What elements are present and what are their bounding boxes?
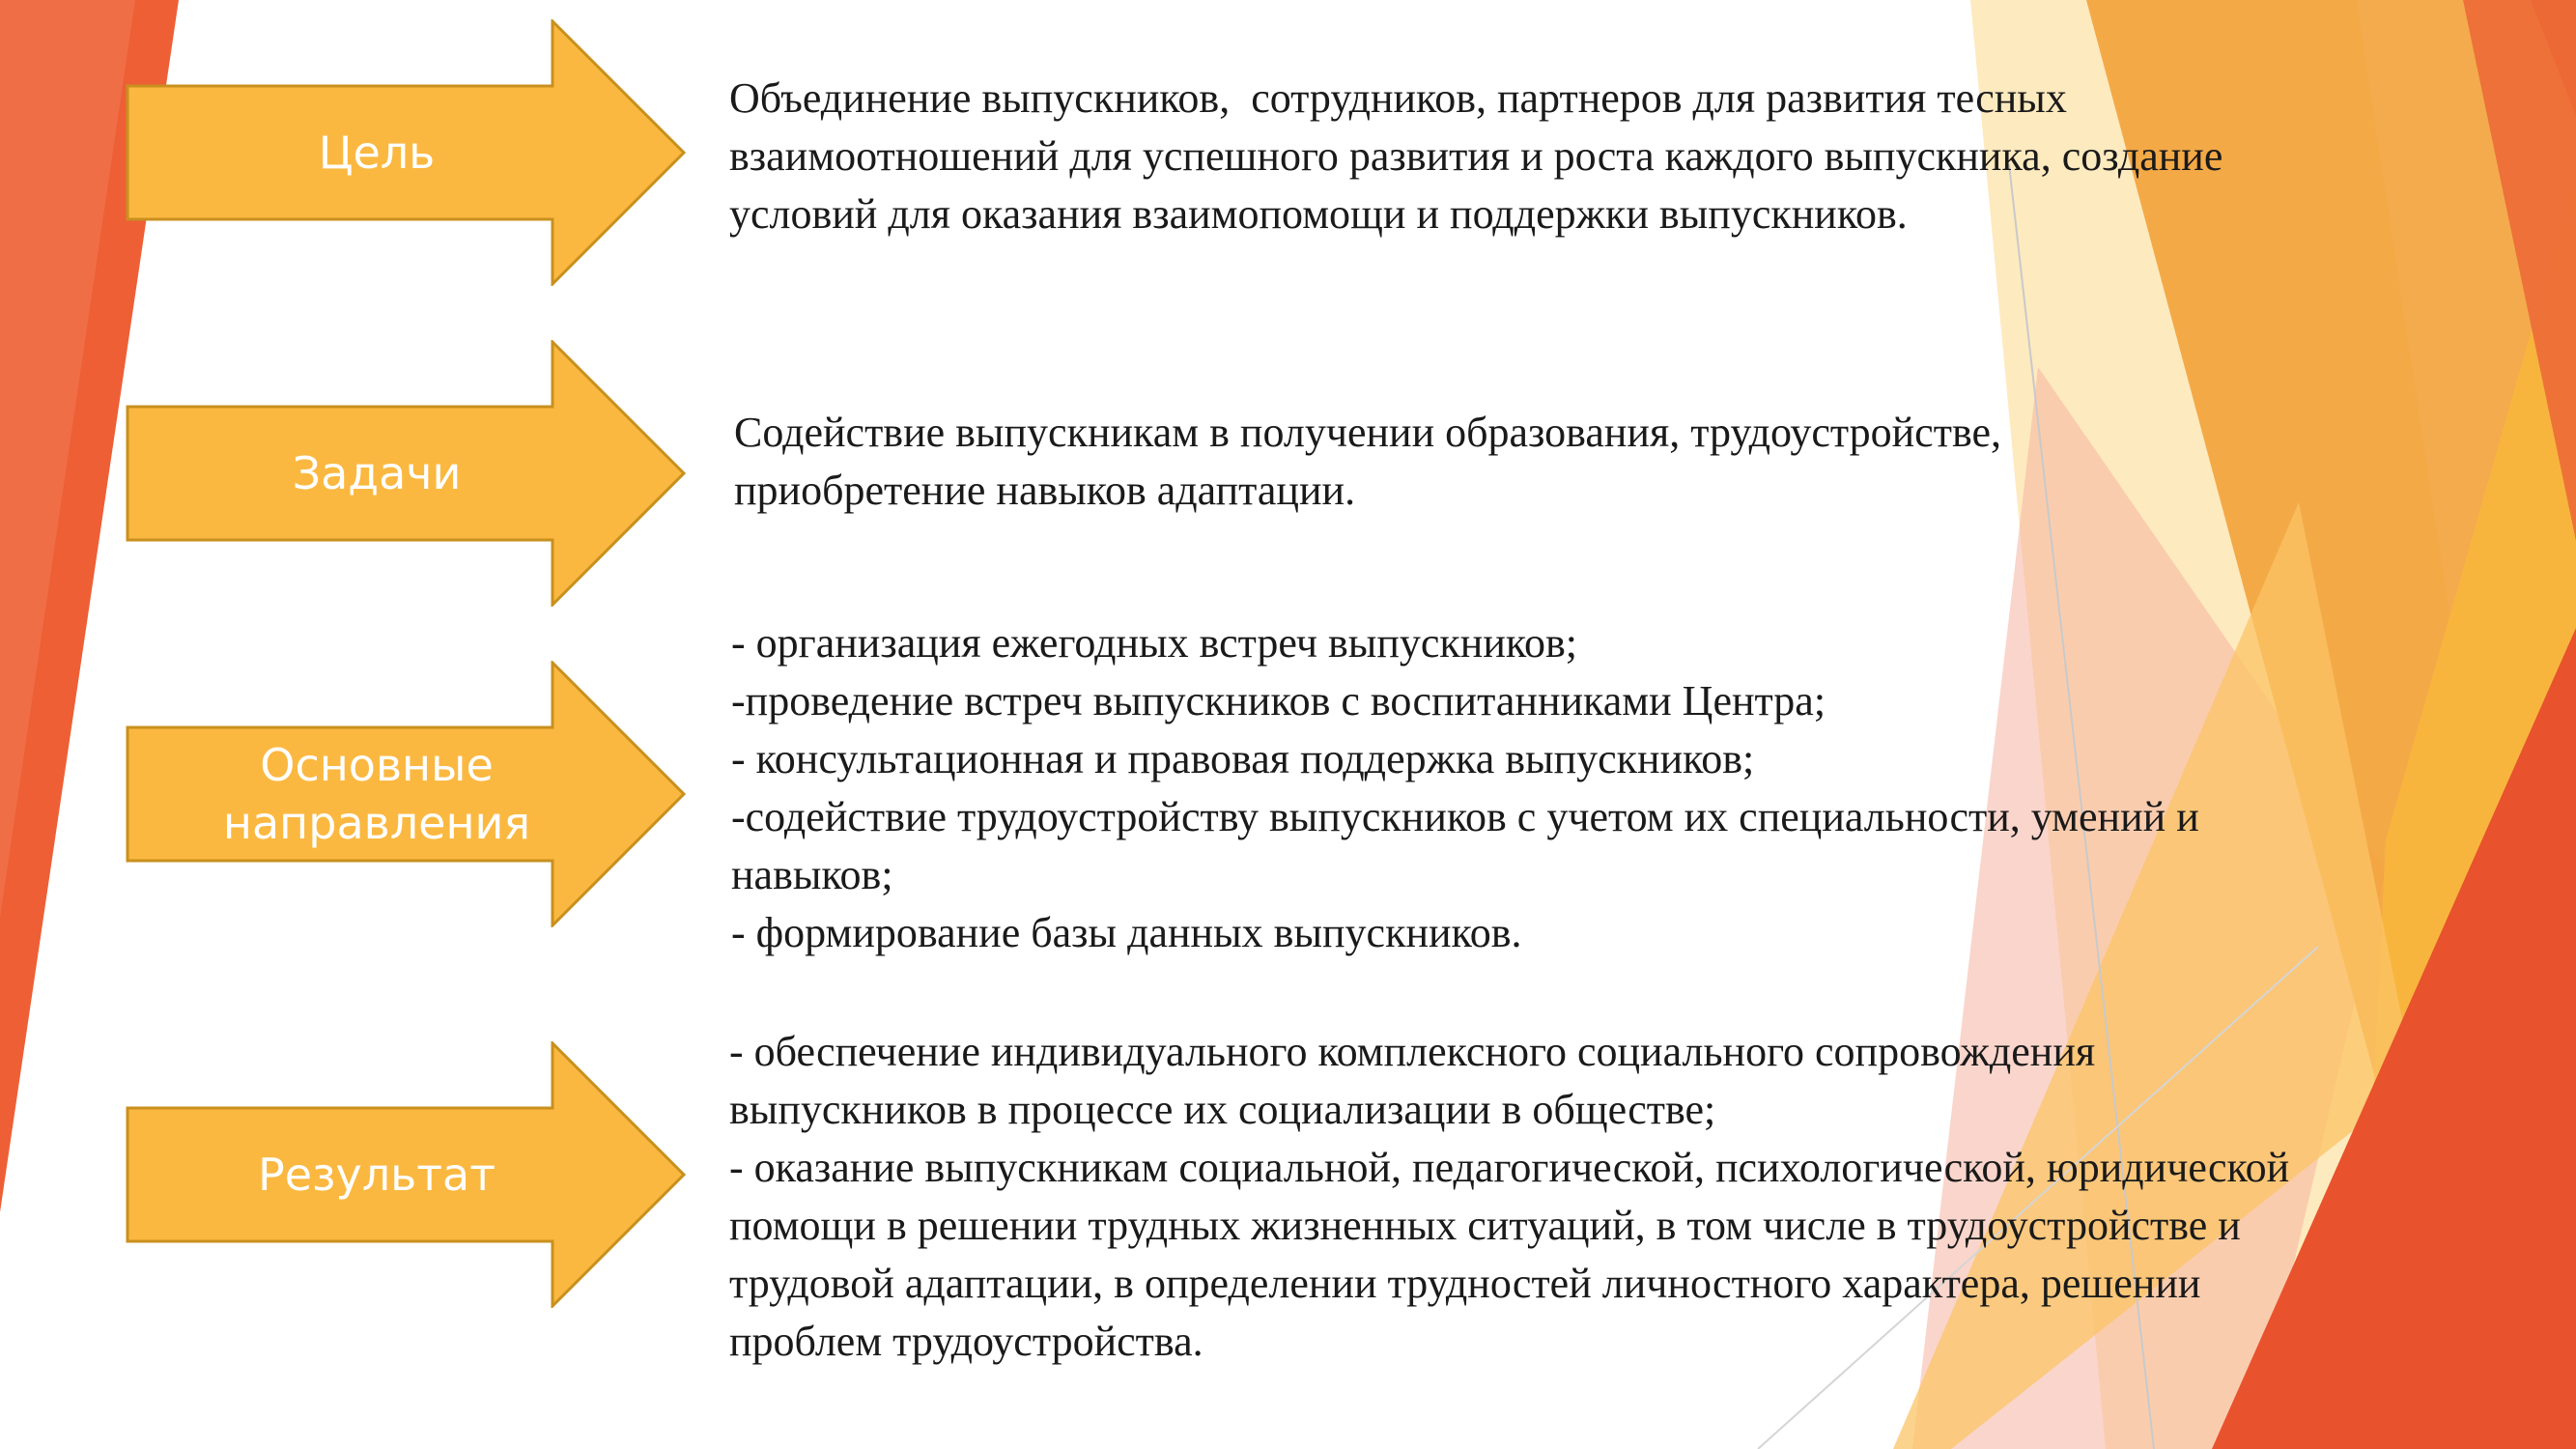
text-line: - обеспечение индивидуального комплексного социального сопровождения [729,1028,2096,1075]
text-line: приобретение навыков адаптации. [734,467,1356,514]
text-line: трудовой адаптации, в определении трудностей личностного характера, решении [729,1260,2201,1307]
arrow-label: Цель [318,127,436,179]
text-line: Содействие выпускникам в получении образования, трудоустройстве, [734,409,2001,456]
arrow-label: Результат [257,1149,495,1201]
text-line: - организация ежегодных встреч выпускников; [731,619,1578,667]
result-text [729,1023,2526,1371]
text-line: -содействие трудоустройству выпускников с учетом их специальности, умений и [731,793,2199,840]
text-line: -проведение встреч выпускников с воспитанниками Центра; [731,677,1826,724]
text-line: выпускников в процессе их социализации в обществе; [729,1086,1716,1133]
directions-text [731,614,2528,962]
text-line: проблем трудоустройства. [729,1318,1203,1365]
text-line: навыков; [731,851,893,898]
arrow-tasks [126,340,686,607]
text-line: - консультационная и правовая поддержка выпускников; [731,735,1755,782]
goal-text [729,70,2526,243]
arrow-label: Основные направления [222,739,531,849]
arrow-goal [126,19,686,286]
text-line: условий для оказания взаимопомощи и поддержки выпускников. [729,190,1908,238]
arrow-result [126,1041,686,1308]
arrow-directions [126,661,686,927]
arrow-label: Задачи [292,447,462,499]
text-line: взаимоотношений для успешного развития и роста каждого выпускника, создание [729,132,2223,180]
text-line: помощи в решении трудных жизненных ситуаций, в том числе в трудоустройстве и [729,1202,2241,1249]
tasks-text [734,404,2531,520]
text-line: Объединение выпускников, сотрудников, партнеров для развития тесных [729,74,2067,122]
text-line: - оказание выпускникам социальной, педагогической, психологической, юридической [729,1144,2290,1191]
left-accent-band-light [0,0,135,918]
text-line: - формирование базы данных выпускников. [731,909,1522,956]
